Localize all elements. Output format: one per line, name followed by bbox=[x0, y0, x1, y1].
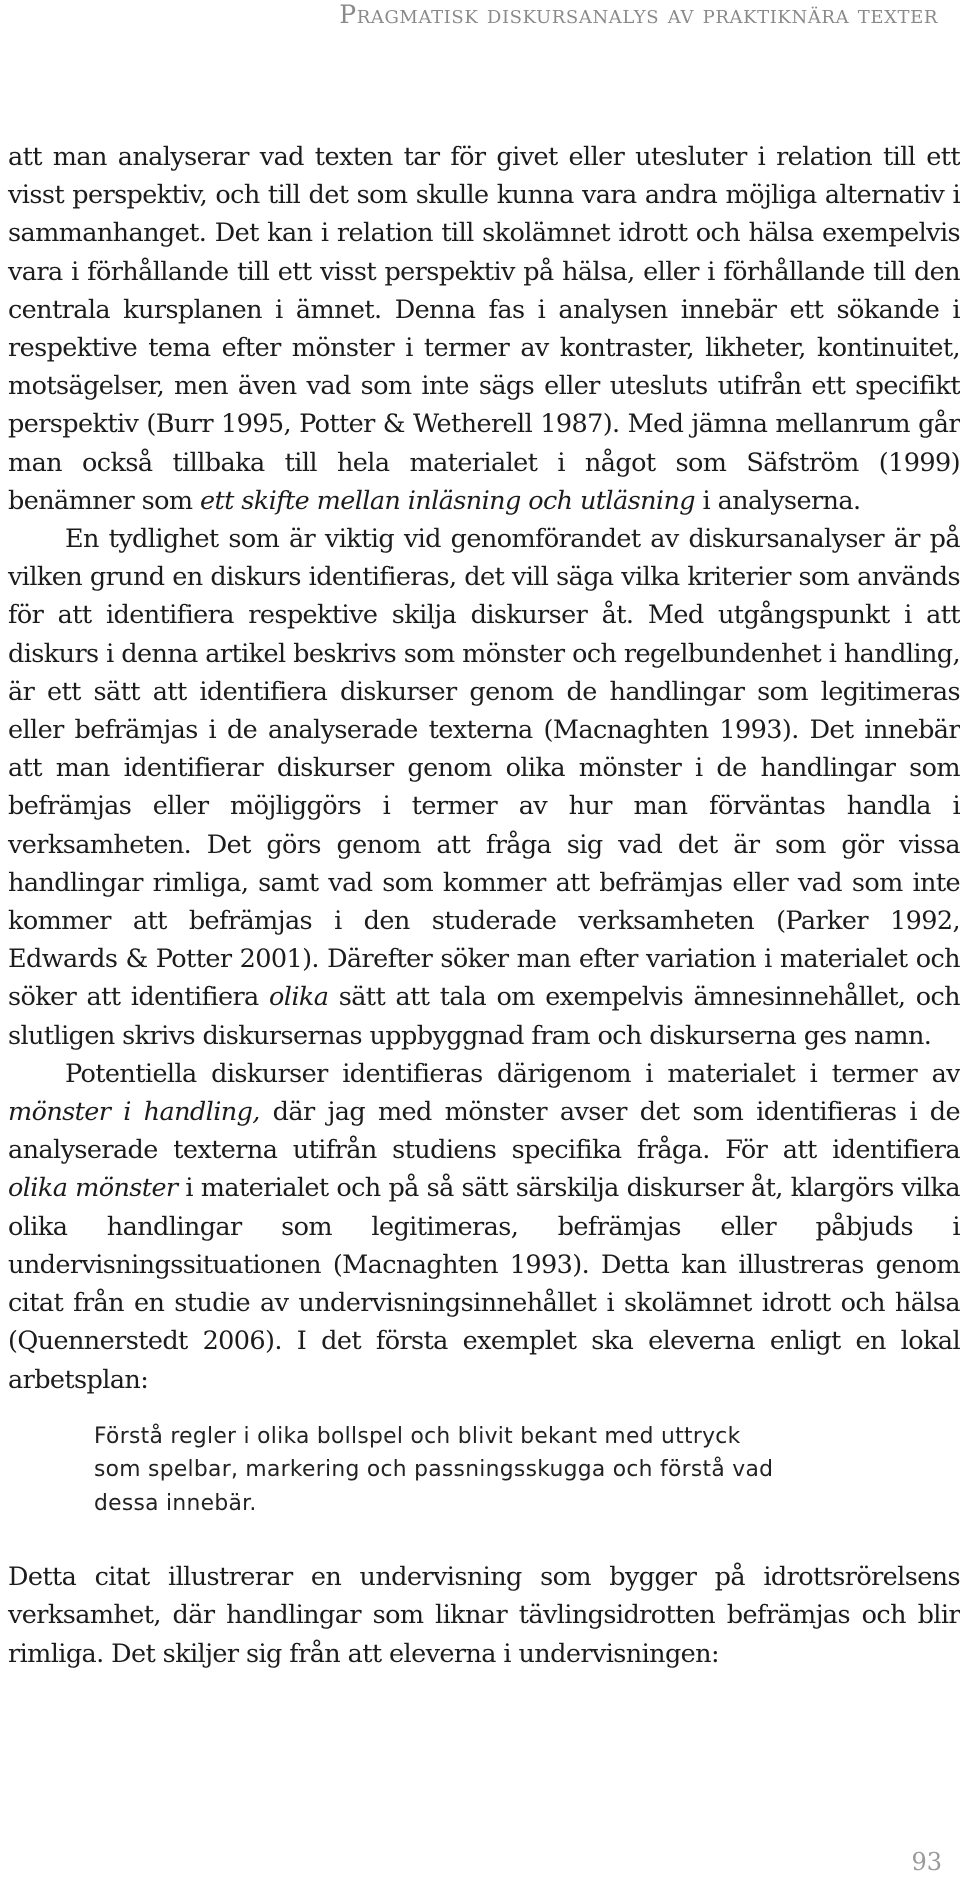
paragraph-3-text: Potentiella diskurser identifieras därigenom i materialet i termer av bbox=[65, 1058, 960, 1089]
paragraph-2 bbox=[8, 520, 960, 1055]
block-quote bbox=[94, 1420, 894, 1521]
page-number: 93 bbox=[911, 1848, 942, 1876]
paragraph-3 bbox=[8, 1055, 960, 1399]
closing-paragraph: Detta citat illustrerar en undervisning som bygger på idrottsrörelsens verksamhet, där handlingar som liknar tävlingsidrotten befrämjas och blir rimliga. Det skiljer sig från att eleverna i undervisningen: bbox=[8, 1562, 960, 1669]
paragraph-2-text: En tydlighet som är viktig vid genomförandet av diskursanalyser är på vilken grund en diskurs identifieras, det vill säga vilka kriterier som används för att identifiera respektive skilja diskurser åt. Med utgångspunkt i att diskurs i denna artikel beskrivs som mönster och regelbundenhet i handling, är ett sätt att identifiera diskurser genom de handlingar som legitimeras eller befrämjas i de analyserade texterna (Macnaghten 1993). Det innebär att man identifierar diskurser genom olika mönster i de handlingar som befrämjas eller möjliggörs i termer av hur man förväntas handla i verksamheten. Det görs genom att fråga sig vad det är som gör vissa handlingar rimliga, samt vad som kommer att befrämjas eller vad som inte kommer att befrämjas i den studerade verksamheten (Parker 1992, Edwards & Potter 2001). Därefter söker man efter variation i materialet och söker att identifiera bbox=[8, 524, 960, 1013]
paragraph-3-text-2: där jag med mönster avser det som identifieras i de analyserade texterna utifrån studiens specifika fråga. För att identifiera bbox=[8, 1097, 960, 1166]
quote-line-1: Förstå regler i olika bollspel och blivit bekant med uttryck bbox=[94, 1423, 741, 1449]
page-body bbox=[8, 138, 960, 1673]
paragraph-1-emphasis: ett skifte mellan inläsning och utläsning bbox=[199, 485, 696, 516]
paragraph-1-tail: i analyserna. bbox=[695, 485, 861, 516]
paragraph-2-emphasis: olika bbox=[269, 982, 329, 1013]
quote-line-2: som spelbar, markering och passningsskugga och förstå vad bbox=[94, 1457, 774, 1483]
paragraph-3-emphasis-2: olika mönster bbox=[8, 1173, 178, 1204]
paragraph-1-text: att man analyserar vad texten tar för givet eller utesluter i relation till ett visst perspektiv, och till det som skulle kunna vara andra möjliga alternativ i sammanhanget. Det kan i relation till skolämnet idrott och hälsa exempelvis vara i förhållande till ett visst perspektiv på hälsa, eller i förhållande till den centrala kursplanen i ämnet. Denna fas i analysen innebär ett sökande i respektive tema efter mönster i termer av kontraster, likheter, kontinuitet, motsägelser, men även vad som inte sägs eller utesluts utifrån ett specifikt perspektiv (Burr 1995, Potter & Wetherell 1987). Med jämna mellanrum går man också tillbaka till hela materialet i något som Säfström (1999) benämner som bbox=[8, 142, 960, 516]
paragraph-2-tail: sätt att tala om exempelvis ämnesinnehållet, och slutligen skrivs diskursernas uppbyggnad fram och diskurserna ges namn. bbox=[8, 982, 960, 1051]
quote-line-3: dessa innebär. bbox=[94, 1490, 257, 1516]
paragraph-3-tail: i materialet och på så sätt särskilja diskurser åt, klargörs vilka olika handlingar som legitimeras, befrämjas eller påbjuds i undervisningssituationen (Macnaghten 1993). Detta kan illustreras genom citat från en studie av undervisningsinnehållet i skolämnet idrott och hälsa (Quennerstedt 2006). I det första exemplet ska eleverna enligt en lokal arbetsplan: bbox=[8, 1173, 960, 1395]
running-header: Pragmatisk diskursanalys av praktiknära texter bbox=[339, 0, 938, 29]
paragraph-3-emphasis-1: mönster i handling, bbox=[8, 1097, 260, 1128]
paragraph-1 bbox=[8, 138, 960, 520]
